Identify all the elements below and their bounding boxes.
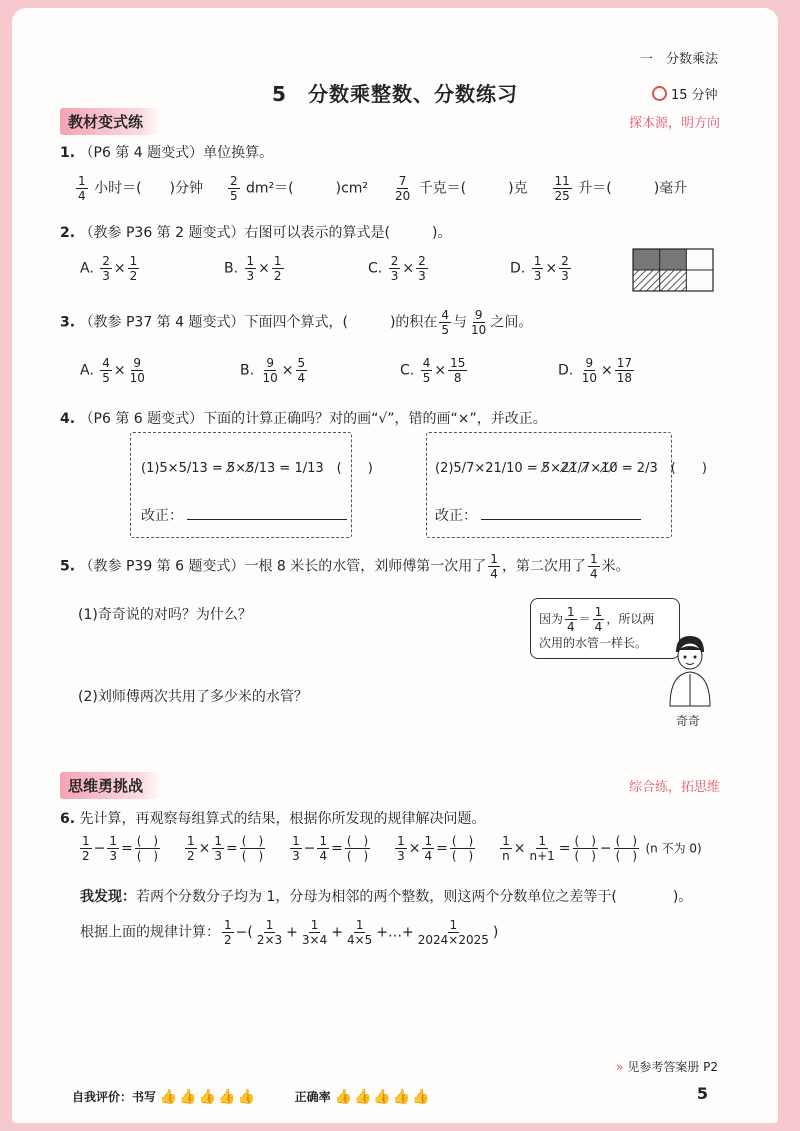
answer-reference: » 见参考答案册 P2: [616, 1060, 718, 1074]
thumbs-up-icon[interactable]: 👍👍👍👍👍: [159, 1089, 258, 1105]
fraction: $\frac{7}{20}$: [394, 174, 411, 203]
page-number: 5: [696, 1084, 708, 1103]
fraction: $\frac{2}{5}$: [229, 174, 238, 203]
choice-b[interactable]: B. $\frac{1}{3}$ × $\frac{1}{2}$: [224, 254, 282, 283]
expression: (1)5×5/13 = 5̸×5̸/13 = 1/13 ( ): [141, 461, 373, 476]
correction-line[interactable]: 改正：: [435, 505, 641, 525]
character-illustration: [662, 630, 718, 714]
choice-a[interactable]: A. $\frac{2}{3}$ × $\frac{1}{2}$: [80, 254, 138, 283]
choice-c[interactable]: C. $\frac{2}{3}$ × $\frac{2}{3}$: [368, 254, 426, 283]
choice-c[interactable]: C. $\frac{4}{5}$ × $\frac{15}{8}$: [400, 356, 466, 385]
question-1-items: [74, 174, 687, 203]
discovery-line: 我发现：若两个分数分子均为 1，分母为相邻的两个整数，则这两个分数单位之差等于( )。: [80, 889, 693, 905]
question-6-stem: 6. 先计算，再观察每组算式的结果，根据你所发现的规律解决问题。: [60, 811, 486, 827]
sub-question-2: (2)刘师傅两次共用了多少米的水管？: [78, 689, 308, 705]
choice-a[interactable]: A. $\frac{4}{5}$ × $\frac{9}{10}$: [80, 356, 145, 385]
answer-box-2: [426, 432, 707, 538]
thumbs-up-icon[interactable]: 👍👍👍👍👍: [334, 1089, 432, 1105]
item-text: dm²＝( )cm²: [246, 180, 369, 197]
page-title: 5 分数乘整数、分数练习: [272, 82, 518, 106]
question-text: （教参 P37 第 4 题变式）下面四个算式，( )的积在: [79, 314, 438, 331]
choice-d[interactable]: D. $\frac{9}{10}$ × $\frac{17}{18}$: [558, 356, 632, 385]
item-text: 千克＝( )克: [418, 180, 528, 197]
question-1-stem: [60, 142, 273, 162]
timer: [652, 84, 718, 103]
worksheet-page: [12, 8, 778, 1123]
section-motto: 综合练，拓思维: [628, 780, 720, 795]
section-label: 思维勇挑战: [60, 772, 161, 799]
choice-d[interactable]: D. $\frac{1}{3}$ × $\frac{2}{3}$: [510, 254, 569, 283]
judge-blank[interactable]: ( ): [670, 461, 707, 476]
question-2-stem: 2. （教参 P36 第 2 题变式）右图可以表示的算式是( )。: [60, 225, 452, 241]
question-text: （教参 P36 第 2 题变式）右图可以表示的算式是( )。: [79, 225, 452, 241]
speech-bubble: 因为 $\frac{1}{4}$ ＝ $\frac{1}{4}$ ，所以两 次用的水管一样长。: [530, 598, 680, 659]
fraction-grid-figure: [632, 248, 714, 292]
choice-b[interactable]: B. $\frac{9}{10}$ × $\frac{5}{4}$: [240, 356, 306, 385]
answer-box-1: [130, 432, 373, 538]
item-text: 升＝( )毫升: [578, 180, 688, 197]
question-text: 先计算，再观察每组算式的结果，根据你所发现的规律解决问题。: [79, 811, 486, 827]
correction-line[interactable]: 改正：: [141, 505, 347, 525]
fraction: $\frac{1}{4}$: [78, 174, 86, 203]
pattern-equations: $\frac{1}{2}$ − $\frac{1}{3}$ = $\frac{( )}{( )}$ $\frac{1}{2}$ × $\frac{1}{3}$ = $\frac{( )}{( )}$ $\frac{1}{3}$ − $\frac{1}{4}$ = $\frac{( )}{( )}$ $\frac{1}{3}$ × $\frac{1}{4}$ = $\frac{( )}{( )}$ $\frac{1}{n}$ × $\frac{1}{n+1}$ = $\frac{( )}{( )}$ − $\frac{( )}{( )}$ (n 不为 0): [82, 834, 702, 863]
section-label: 教材变式练: [60, 108, 161, 135]
fraction: $\frac{11}{25}$: [554, 174, 570, 203]
question-text: （教参 P39 第 6 题变式）一根 8 米长的水管，刘师傅第一次用了: [79, 558, 487, 575]
chapter-label: 一 分数乘法: [639, 52, 718, 67]
item-text: 小时＝( )分钟: [94, 180, 204, 197]
expression: (2)5/7×21/10 = 5̸×2̸1̸/7̸×1̸0̸ = 2/3 ( ): [435, 461, 707, 476]
question-number: 1.: [60, 145, 76, 161]
calculation-line: 根据上面的规律计算： $\frac{1}{2}$ −( $\frac{1}{2\times 3}$ + $\frac{1}{3\times 4}$ + $\frac{1}{4\times 5}$ +…+ $\frac{1}{2024\times 2025}$ ): [80, 918, 499, 947]
question-text: （P6 第 6 题变式）下面的计算正确吗？对的画“√”，错的画“×”，并改正。: [79, 411, 547, 427]
section-motto: 探本源，明方向: [628, 116, 720, 131]
timer-text: 15 分钟: [671, 88, 718, 103]
sub-question-1: (1)奇奇说的对吗？为什么？: [78, 607, 252, 623]
question-3-stem: 3. （教参 P37 第 4 题变式）下面四个算式，( )的积在 $\frac{4}{5}$ 与 $\frac{9}{10}$ 之间。: [60, 308, 533, 337]
clock-icon: [652, 86, 667, 101]
character-name: 奇奇: [676, 714, 701, 728]
question-5-stem: 5. （教参 P39 第 6 题变式）一根 8 米长的水管，刘师傅第一次用了 $\frac{1}{4}$ ，第二次用了 $\frac{1}{4}$ 米。: [60, 552, 630, 581]
question-4-stem: 4. （P6 第 6 题变式）下面的计算正确吗？对的画“√”，错的画“×”，并改正。: [60, 411, 547, 427]
judge-blank[interactable]: ( ): [336, 461, 373, 476]
self-evaluation: 自我评价：书写 👍👍👍👍👍 正确率 👍👍👍👍👍: [72, 1089, 432, 1105]
question-text: （P6 第 4 题变式）单位换算。: [79, 145, 274, 161]
